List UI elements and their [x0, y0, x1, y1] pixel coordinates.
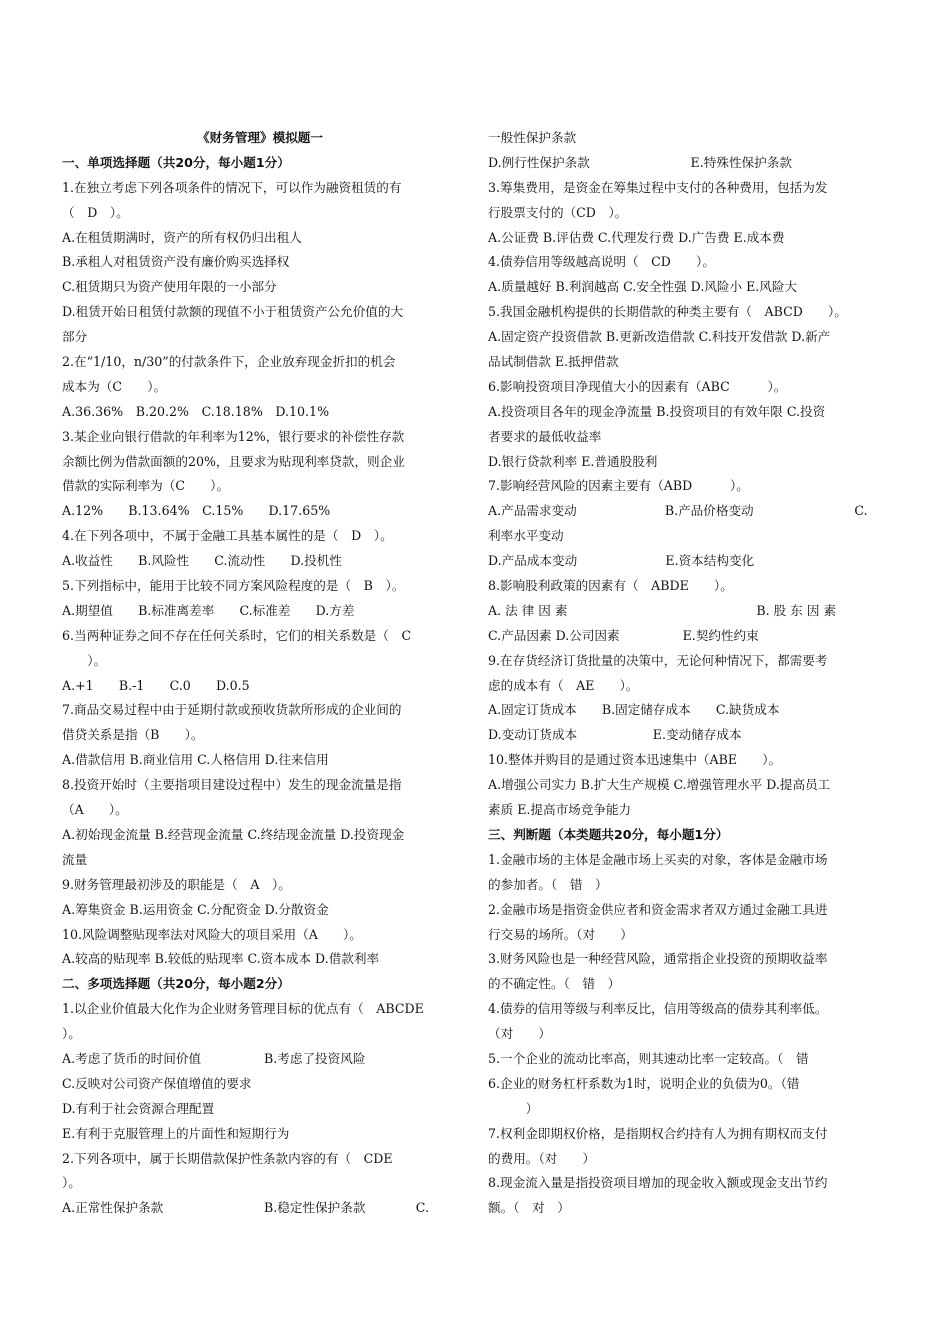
text-line: 3.财务风险也是一种经营风险，通常指企业投资的预期收益率 — [488, 951, 828, 967]
text-line: 2.金融市场是指资金供应者和资金需求者双方通过金融工具进 — [488, 901, 828, 917]
text-line: 3.某企业向银行借款的年利率为12%，银行要求的补偿性存款 — [62, 428, 405, 444]
text-line: A.质量越好 B.利润越高 C.安全性强 D.风险小 E.风险大 — [488, 279, 798, 295]
text-line: 1.以企业价值最大化作为企业财务管理目标的优点有（ ABCDE — [62, 1001, 424, 1017]
section-heading: 一、单项选择题（共20分，每小题1分） — [62, 154, 290, 170]
text-line: 的费用。（对 ） — [488, 1150, 596, 1166]
text-line: 7.影响经营风险的因素主要有（ABD ）。 — [488, 478, 749, 494]
text-line: A.借款信用 B.商业信用 C.人格信用 D.往来信用 — [62, 752, 329, 768]
text-line: A.较高的贴现率 B.较低的贴现率 C.资本成本 D.借款利率 — [62, 951, 380, 967]
left-column — [62, 126, 458, 1221]
text-line: 9.财务管理最初涉及的职能是（ A ）。 — [62, 876, 291, 892]
text-line: 虑的成本有（ AE ）。 — [488, 677, 639, 693]
text-line: 9.在存货经济订货批量的决策中，无论何种情况下，都需要考 — [488, 652, 828, 668]
text-line: D.租赁开始日租赁付款额的现值不小于租赁资产公允价值的大 — [62, 304, 404, 320]
text-line: 余额比例为借款面额的20%，且要求为贴现利率贷款，则企业 — [62, 453, 405, 469]
text-line: A.初始现金流量 B.经营现金流量 C.终结现金流量 D.投资现金 — [62, 826, 405, 842]
text-line: 的参加者。（ 错 ） — [488, 876, 608, 892]
text-line: A.36.36% B.20.2% C.18.18% D.10.1% — [62, 403, 330, 419]
text-line: ）。 — [62, 1026, 81, 1042]
text-line: D.银行贷款利率 E.普通股股利 — [488, 453, 658, 469]
text-line: D.例行性保护条款 E.特殊性保护条款 — [488, 154, 792, 170]
text-line: ）。 — [62, 1175, 81, 1191]
text-line: 一般性保护条款 — [488, 130, 577, 145]
text-line: （对 ） — [488, 1026, 551, 1042]
text-line: A.考虑了货币的时间价值 B.考虑了投资风险 — [62, 1050, 366, 1066]
text-line: ）。 — [62, 652, 107, 668]
text-line: 借款的实际利率为（C ）。 — [62, 478, 230, 494]
text-line: 8.影响股利政策的因素有（ ABDE ）。 — [488, 578, 733, 594]
text-line: A.增强公司实力 B.扩大生产规模 C.增强管理水平 D.提高员工 — [488, 777, 831, 793]
text-line: C.反映对公司资产保值增值的要求 — [62, 1075, 252, 1091]
text-line: A.+1 B.-1 C.0 D.0.5 — [62, 677, 250, 693]
document-title: 《财务管理》模拟题一 — [197, 130, 323, 145]
text-line: 5.我国金融机构提供的长期借款的种类主要有（ ABCD ）。 — [488, 304, 847, 320]
text-line: 利率水平变动 — [488, 528, 564, 544]
text-line: D.产品成本变动 E.资本结构变化 — [488, 553, 755, 569]
text-line: 流量 — [62, 851, 88, 867]
text-line: D.有利于社会资源合理配置 — [62, 1100, 215, 1116]
section-heading: 三、判断题（本类题共20分，每小题1分） — [488, 826, 729, 842]
text-line: 6.当两种证券之间不存在任何关系时，它们的相关系数是（ C — [62, 627, 412, 643]
text-line: A.收益性 B.风险性 C.流动性 D.投机性 — [62, 553, 342, 569]
text-line: 借贷关系是指（B ）。 — [62, 727, 204, 743]
text-line: 4.债券的信用等级与利率反比，信用等级高的债券其利率低。 — [488, 1001, 828, 1017]
text-line: 5.一个企业的流动比率高，则其速动比率一定较高。（ 错 — [488, 1050, 809, 1066]
text-line: 行交易的场所。（对 ） — [488, 926, 633, 942]
text-line: E.有利于克服管理上的片面性和短期行为 — [62, 1125, 290, 1141]
text-line: C.租赁期只为资产使用年限的一小部分 — [62, 279, 277, 295]
text-line: A.固定订货成本 B.固定储存成本 C.缺货成本 — [488, 702, 780, 718]
text-line: 行股票支付的（CD ）。 — [488, 204, 628, 220]
right-column — [488, 126, 882, 1221]
section-heading: 二、多项选择题（共20分，每小题2分） — [62, 976, 290, 992]
text-line: 成本为（C ）。 — [62, 378, 167, 394]
text-line: A.产品需求变动 B.产品价格变动 C. — [488, 503, 868, 519]
text-line: 10.整体并购目的是通过资本迅速集中（ABE ）。 — [488, 752, 782, 768]
text-line: （ D ）。 — [62, 204, 129, 220]
text-line: 10.风险调整贴现率法对风险大的项目采用（A ）。 — [62, 926, 362, 942]
text-line: 品试制借款 E.抵押借款 — [488, 354, 619, 370]
text-line: 者要求的最低收益率 — [488, 428, 602, 444]
text-line: 4.在下列各项中，不属于金融工具基本属性的是（ D ）。 — [62, 528, 393, 544]
text-line: A.筹集资金 B.运用资金 C.分配资金 D.分散资金 — [62, 901, 329, 917]
text-line: B.承租人对租赁资产没有廉价购买选择权 — [62, 254, 290, 270]
text-line: A.投资项目各年的现金净流量 B.投资项目的有效年限 C.投资 — [488, 403, 826, 419]
text-line: （A ）。 — [62, 802, 128, 818]
text-line: 8.投资开始时（主要指项目建设过程中）发生的现金流量是指 — [62, 777, 402, 793]
text-line: A.固定资产投资借款 B.更新改造借款 C.科技开发借款 D.新产 — [488, 329, 831, 345]
text-line: 额。（ 对 ） — [488, 1200, 570, 1216]
text-line: 7.商品交易过程中由于延期付款或预收货款所形成的企业间的 — [62, 702, 402, 718]
text-line: 1.在独立考虑下列各项条件的情况下，可以作为融资租赁的有 — [62, 179, 402, 195]
text-line: 3.筹集费用，是资金在筹集过程中支付的各种费用，包括为发 — [488, 179, 828, 195]
text-line: A.12% B.13.64% C.15% D.17.65% — [62, 503, 331, 519]
text-line: C.产品因素 D.公司因素 E.契约性约束 — [488, 627, 759, 643]
text-line: 5.下列指标中，能用于比较不同方案风险程度的是（ B ）。 — [62, 578, 405, 594]
text-line: 部分 — [62, 329, 88, 345]
text-line: D.变动订货成本 E.变动储存成本 — [488, 727, 742, 743]
text-line: 2.在“1/10，n/30”的付款条件下，企业放弃现金折扣的机会 — [62, 354, 396, 370]
text-line: 6.影响投资项目净现值大小的因素有（ABC ）。 — [488, 378, 787, 394]
text-line: A.公证费 B.评估费 C.代理发行费 D.广告费 E.成本费 — [488, 229, 785, 245]
text-line: ） — [488, 1100, 539, 1116]
text-line: 7.权利金即期权价格，是指期权合约持有人为拥有期权而支付 — [488, 1125, 828, 1141]
text-line: A.在租赁期满时，资产的所有权仍归出租人 — [62, 229, 302, 245]
text-line: A.正常性保护条款 B.稳定性保护条款 C. — [62, 1200, 429, 1216]
text-line: 8.现金流入量是指投资项目增加的现金收入额或现金支出节约 — [488, 1175, 828, 1191]
text-line: 2.下列各项中，属于长期借款保护性条款内容的有（ CDE — [62, 1150, 393, 1166]
text-line: 1.金融市场的主体是金融市场上买卖的对象，客体是金融市场 — [488, 851, 828, 867]
text-line: A.期望值 B.标准离差率 C.标准差 D.方差 — [62, 602, 355, 618]
text-line: 4.债券信用等级越高说明（ CD ）。 — [488, 254, 715, 270]
text-line: 6.企业的财务杠杆系数为1时，说明企业的负债为0。（错 — [488, 1075, 800, 1091]
text-line: 的不确定性。（ 错 ） — [488, 976, 621, 992]
text-line: 素质 E.提高市场竞争能力 — [488, 802, 632, 818]
text-line: A. 法 律 因 素 B. 股 东 因 素 — [488, 602, 837, 618]
